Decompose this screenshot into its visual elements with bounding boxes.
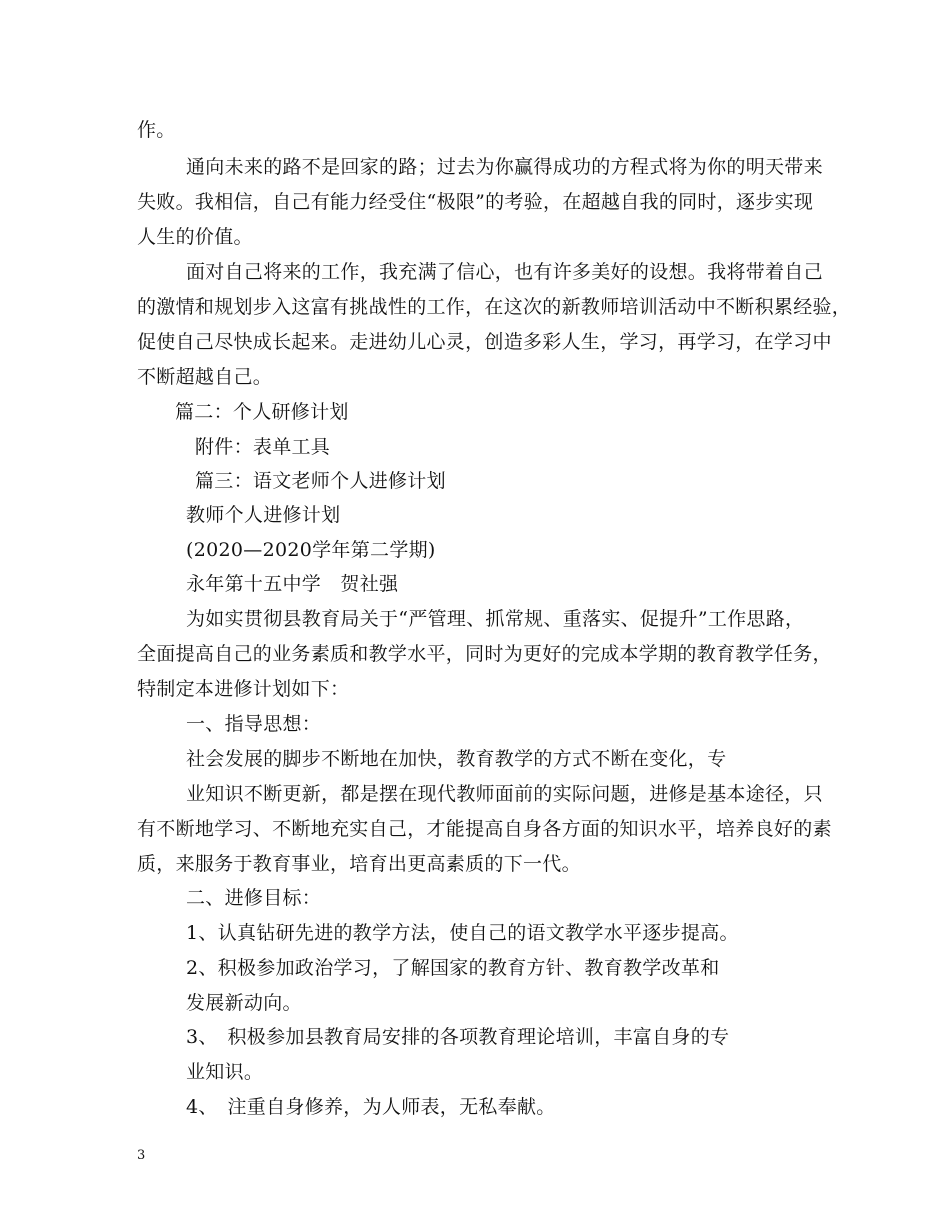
section-heading: 一、指导思想： (186, 713, 322, 735)
text-line: 作。 (137, 119, 176, 141)
list-item: 3、 积极参加县教育局安排的各项教育理论培训，丰富自身的专 (186, 1026, 730, 1048)
text-line: 促使自己尽快成长起来。走进幼儿心灵，创造多彩人生，学习，再学习，在学习中 (137, 331, 832, 353)
text-line: 人生的价值。 (137, 226, 253, 248)
text-line: 全面提高自己的业务素质和教学水平，同时为更好的完成本学期的教育教学任务， (137, 643, 832, 665)
text-line: 业知识不断更新，都是摆在现代教师面前的实际问题，进修是基本途径，只 (186, 783, 823, 805)
text-line: 社会发展的脚步不断地在加快，教育教学的方式不断在变化，专 (186, 748, 727, 770)
author-line: 永年第十五中学 贺社强 (186, 573, 399, 595)
section-heading: 篇三：语文老师个人进修计划 (195, 470, 446, 492)
list-item: 2、积极参加政治学习，了解国家的教育方针、教育教学改革和 (186, 957, 720, 979)
text-line: 发展新动向。 (186, 992, 302, 1014)
text-line: 通向未来的路不是回家的路；过去为你赢得成功的方程式将为你的明天带来 (186, 156, 823, 178)
text-line: 面对自己将来的工作，我充满了信心，也有许多美好的设想。我将带着自己 (186, 261, 823, 283)
list-item: 1、认真钻研先进的教学方法，使自己的语文教学水平逐步提高。 (186, 922, 739, 944)
text-line: 业知识。 (186, 1061, 264, 1083)
text-line: 失败。我相信，自己有能力经受住“极限”的考验，在超越自我的同时，逐步实现 (137, 191, 814, 213)
page-number: 3 (137, 1148, 146, 1163)
text-line: 附件：表单工具 (195, 436, 331, 458)
section-heading: 篇二：个人研修计划 (175, 401, 349, 423)
document-subtitle: (2020—2020学年第二学期) (186, 539, 436, 561)
text-line: 有不断地学习、不断地充实自己，才能提高自身各方面的知识水平，培养良好的素 (137, 818, 832, 840)
text-line: 特制定本进修计划如下： (137, 678, 350, 700)
list-item: 4、 注重自身修养，为人师表，无私奉献。 (186, 1096, 556, 1118)
text-line: 为如实贯彻县教育局关于“严管理、抓常规、重落实、促提升”工作思路， (186, 608, 805, 630)
text-line: 不断超越自己。 (137, 366, 273, 388)
document-title: 教师个人进修计划 (186, 504, 341, 526)
section-heading: 二、进修目标： (186, 887, 322, 909)
text-line: 的激情和规划步入这富有挑战性的工作，在这次的新教师培训活动中不断积累经验， (137, 296, 852, 318)
text-line: 质，来服务于教育事业，培育出更高素质的下一代。 (137, 853, 581, 875)
